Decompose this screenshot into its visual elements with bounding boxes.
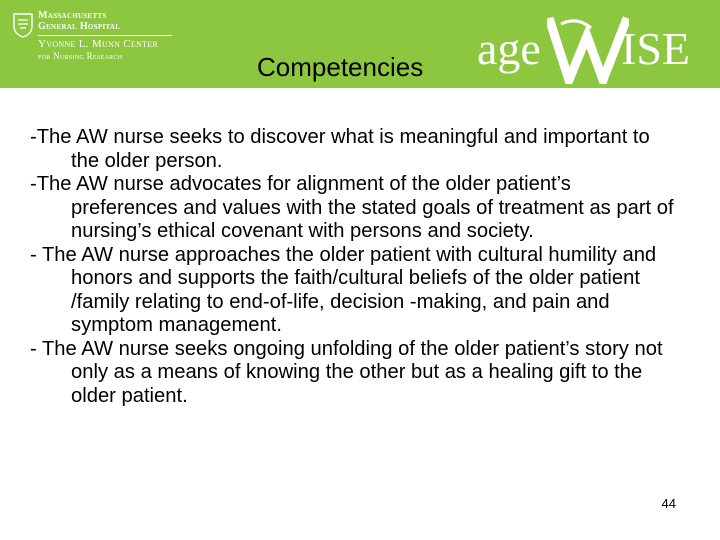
logo-line-2: General Hospital: [38, 21, 121, 32]
brand-w-mark: [547, 14, 629, 84]
logo-line-4: for Nursing Research: [38, 51, 123, 61]
bullet-item: -The AW nurse advocates for alignment of the older patient’s preferences and values with the stated goals of treatment as part of nursing’s ethical covenant with persons and society.: [30, 173, 674, 242]
logo-line-3: Yvonne L. Munn Center: [38, 38, 159, 50]
hospital-seal-icon: [12, 12, 34, 38]
logo-line-1: Massachusetts: [38, 10, 107, 21]
slide-title: Competencies: [257, 52, 424, 82]
bullet-item: - The AW nurse seeks ongoing unfolding of the older patient’s story not only as a means of knowing the other but as a healing gift to the older patient.: [30, 337, 663, 407]
bullet-item: - The AW nurse approaches the older patient with cultural humility and honors and supports the faith/cultural beliefs of the older patient /family relating to end-of-life, decision -making, and pain and symptom management.: [30, 243, 657, 336]
page-number: 44: [661, 496, 676, 511]
bullet-list: [30, 126, 680, 408]
hospital-logo: [12, 10, 172, 70]
brand-text-ise: ISE: [621, 23, 690, 74]
bullet-item: -The AW nurse seeks to discover what is meaningful and important to the older person.: [30, 126, 650, 172]
logo-divider: [38, 35, 172, 36]
agewise-logo: [477, 6, 707, 84]
brand-text-age: age: [477, 23, 541, 74]
